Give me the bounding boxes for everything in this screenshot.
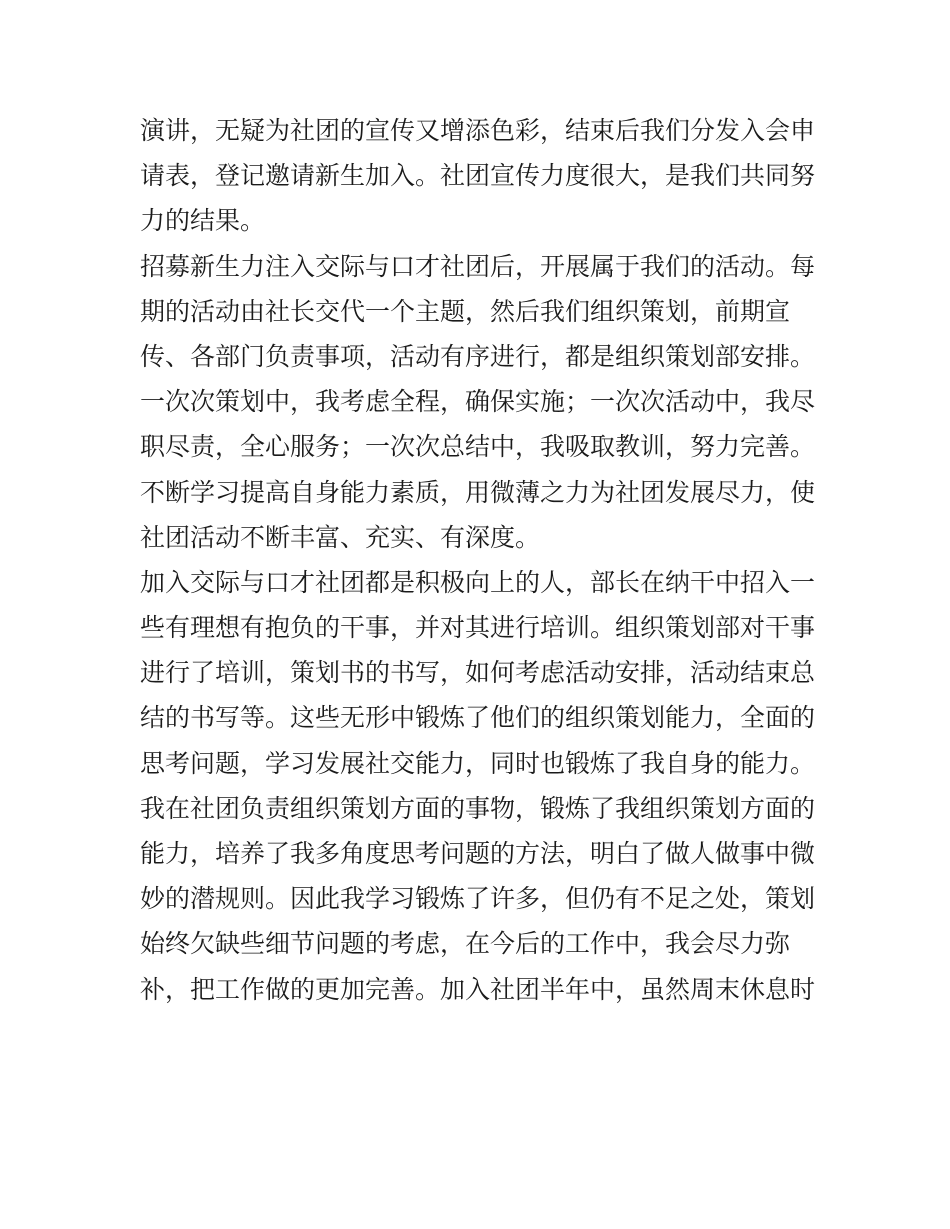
text-line-17: 能力，培养了我多角度思考问题的方法，明白了做人做事中微 bbox=[140, 839, 816, 868]
text-line-13: 进行了培训，策划书的书写，如何考虑活动安排，活动结束总 bbox=[140, 658, 816, 688]
text-line-12: 些有理想有抱负的干事，并对其进行培训。组织策划部对干事 bbox=[140, 613, 816, 643]
body-text bbox=[140, 108, 815, 1012]
text-line-19: 始终欠缺些细节问题的考虑，在今后的工作中，我会尽力弥 bbox=[140, 929, 791, 959]
text-line-9: 不断学习提高自身能力素质，用微薄之力为社团发展尽力，使 bbox=[140, 477, 816, 507]
text-line-11: 加入交际与口才社团都是积极向上的人，部长在纳干中招入一 bbox=[140, 567, 816, 597]
text-line-18: 妙的潜规则。因此我学习锻炼了许多，但仍有不足之处，策划 bbox=[140, 884, 816, 914]
text-line-14: 结的书写等。这些无形中锻炼了他们的组织策划能力，全面的 bbox=[140, 703, 816, 733]
text-line-1: 演讲，无疑为社团的宣传又增添色彩，结束后我们分发入会申 bbox=[140, 116, 816, 145]
text-line-4: 招募新生力注入交际与口才社团后，开展属于我们的活动。每 bbox=[140, 251, 816, 281]
text-line-7: 一次次策划中，我考虑全程，确保实施；一次次活动中，我尽 bbox=[140, 387, 816, 417]
text-line-5: 期的活动由社长交代一个主题，然后我们组织策划，前期宣 bbox=[140, 296, 791, 326]
text-line-15: 思考问题，学习发展社交能力，同时也锻炼了我自身的能力。 bbox=[140, 748, 816, 778]
text-line-2: 请表，登记邀请新生加入。社团宣传力度很大，是我们共同努 bbox=[140, 161, 816, 191]
text-line-16: 我在社团负责组织策划方面的事物，锻炼了我组织策划方面的 bbox=[140, 793, 816, 823]
text-line-20: 补，把工作做的更加完善。加入社团半年中，虽然周末休息时 bbox=[140, 974, 816, 1004]
text-line-6: 传、各部门负责事项，活动有序进行，都是组织策划部安排。 bbox=[140, 341, 816, 371]
text-line-10: 社团活动不断丰富、充实、有深度。 bbox=[140, 522, 541, 552]
text-line-3: 力的结果。 bbox=[140, 206, 266, 236]
text-line-8: 职尽责，全心服务；一次次总结中，我吸取教训，努力完善。 bbox=[140, 432, 816, 462]
